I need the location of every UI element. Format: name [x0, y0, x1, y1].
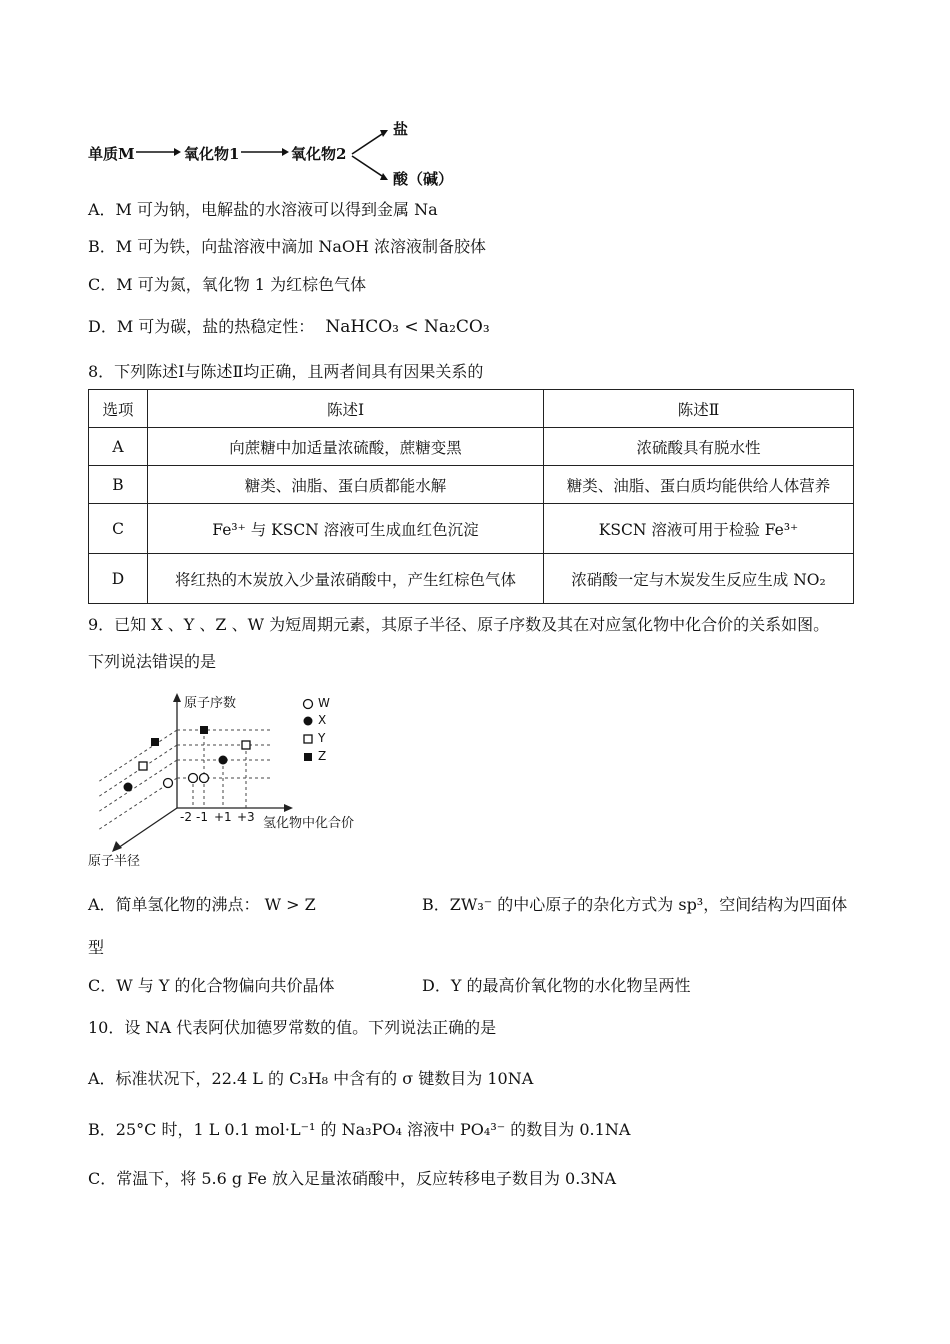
legend-z-marker	[304, 753, 312, 761]
flow-salt: 盐	[393, 120, 409, 138]
point-w	[200, 774, 209, 783]
row-label: A	[89, 428, 148, 466]
point-w	[164, 779, 173, 788]
point-y	[139, 762, 147, 770]
row-statement-1: 将红热的木炭放入少量浓硝酸中，产生红棕色气体	[148, 554, 544, 604]
q10-option-a: A．标准状况下，22.4 L 的 C₃H₈ 中含有的 σ 键数目为 10NA	[88, 1069, 534, 1088]
legend-x-label: X	[318, 713, 327, 727]
q9-option-c: C．W 与 Y 的化合物偏向共价晶体	[88, 976, 335, 995]
q7-option-d-formula: NaHCO₃ < Na₂CO₃	[325, 317, 490, 337]
row-statement-2: KSCN 溶液可用于检验 Fe³⁺	[544, 504, 854, 554]
legend-w-marker	[304, 700, 313, 709]
q10-option-b: B．25°C 时，1 L 0.1 mol·L⁻¹ 的 Na₃PO₄ 溶液中 PO₄³⁻ 的数目为 0.1NA	[88, 1120, 631, 1139]
branch-arrows-icon	[350, 124, 390, 184]
table-row	[89, 504, 854, 554]
q9-option-a: A．简单氢化物的沸点： W > Z	[88, 895, 316, 914]
arrow-icon	[241, 142, 289, 162]
point-x	[124, 783, 133, 792]
tick-label: -2	[180, 810, 192, 824]
table-row	[89, 428, 854, 466]
x-axis-arrow-icon	[284, 804, 293, 812]
row-statement-1: 糖类、油脂、蛋白质都能水解	[148, 466, 544, 504]
z-axis	[118, 808, 177, 848]
legend-w-label: W	[318, 696, 330, 710]
flow-acid: 酸（碱）	[393, 170, 454, 188]
row-statement-2: 浓硫酸具有脱水性	[544, 428, 854, 466]
q9-option-b: B．ZW₃⁻ 的中心原子的杂化方式为 sp³，空间结构为四面体	[422, 895, 848, 914]
q8-table	[88, 389, 854, 604]
row-label: C	[89, 504, 148, 554]
reaction-flow-diagram	[88, 118, 454, 190]
flow-element-m: 单质M	[88, 145, 135, 163]
header-statement-1: 陈述Ⅰ	[148, 390, 544, 428]
point-w	[189, 774, 198, 783]
q9-stem-line1: 9．已知 X 、Y 、Z 、W 为短周期元素，其原子半径、原子序数及其在对应氢化物中化合价的关系如图。	[88, 615, 830, 634]
tick-label: +1	[214, 810, 232, 824]
q9-option-d: D．Y 的最高价氧化物的水化物呈两性	[422, 976, 691, 995]
table-header-row	[89, 390, 854, 428]
table-row	[89, 554, 854, 604]
row-statement-1: Fe³⁺ 与 KSCN 溶液可生成血红色沉淀	[148, 504, 544, 554]
point-x	[219, 756, 228, 765]
legend-z-label: Z	[318, 749, 327, 763]
table-row	[89, 466, 854, 504]
row-statement-1: 向蔗糖中加适量浓硫酸，蔗糖变黑	[148, 428, 544, 466]
legend-x-marker	[304, 717, 313, 726]
q8-title: 8．下列陈述Ⅰ与陈述Ⅱ均正确，且两者间具有因果关系的	[88, 362, 484, 381]
q7-option-c: C．M 可为氮，氧化物 1 为红棕色气体	[88, 275, 367, 294]
row-statement-2: 糖类、油脂、蛋白质均能供给人体营养	[544, 466, 854, 504]
q7-option-a: A．M 可为钠，电解盐的水溶液可以得到金属 Na	[88, 200, 438, 219]
row-label: B	[89, 466, 148, 504]
flow-oxide2: 氧化物2	[291, 145, 347, 163]
point-z	[151, 738, 159, 746]
q7-option-d-text: D．M 可为碳，盐的热稳定性：	[88, 317, 315, 336]
point-z	[200, 726, 208, 734]
header-option: 选项	[89, 390, 148, 428]
tick-label: -1	[196, 810, 208, 824]
legend-y-label: Y	[318, 731, 326, 745]
q7-option-d	[88, 316, 490, 338]
q9-stem-line2: 下列说法错误的是	[88, 652, 217, 671]
q9-element-chart	[88, 690, 363, 869]
row-label: D	[89, 554, 148, 604]
q10-title: 10．设 NA 代表阿伏加德罗常数的值。下列说法正确的是	[88, 1018, 497, 1037]
tick-label: +3	[237, 810, 255, 824]
chart-y-label: 原子序数	[184, 696, 237, 711]
header-statement-2: 陈述Ⅱ	[544, 390, 854, 428]
chart-z-label: 原子半径	[88, 854, 141, 869]
chart-x-label: 氢化物中化合价	[263, 816, 355, 831]
q10-option-c: C．常温下，将 5.6 g Fe 放入足量浓硝酸中，反应转移电子数目为 0.3NA	[88, 1169, 617, 1188]
row-statement-2: 浓硝酸一定与木炭发生反应生成 NO₂	[544, 554, 854, 604]
q7-option-b: B．M 可为铁，向盐溶液中滴加 NaOH 浓溶液制备胶体	[88, 237, 487, 256]
q9-option-b-cont: 型	[88, 938, 105, 957]
point-y	[242, 741, 250, 749]
y-axis-arrow-icon	[173, 693, 181, 702]
arrow-icon	[136, 142, 181, 162]
flow-oxide1: 氧化物1	[184, 145, 240, 163]
legend-y-marker	[304, 735, 312, 743]
